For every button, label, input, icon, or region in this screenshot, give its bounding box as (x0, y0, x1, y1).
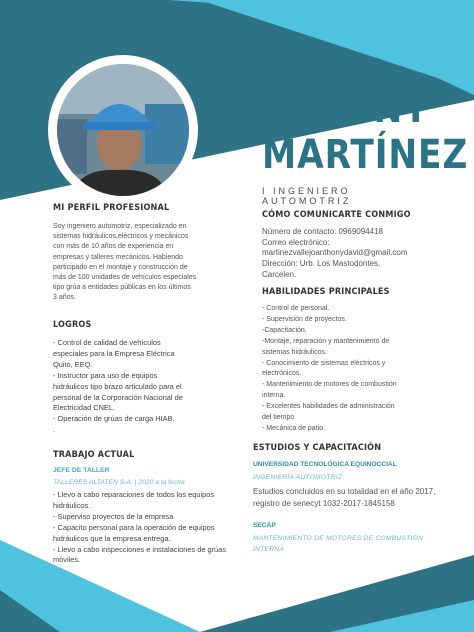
trabajo-item: - Llevo a cabo inspecciones e instalaciones de grúas (53, 544, 226, 554)
logros-item: hidráulicos tipo brazo articulado para el (53, 381, 182, 391)
degree-2-line1: MANTENIMIENTO DE MOTORES DE COMBUSTIÓN (253, 535, 424, 542)
job-title-line1: I INGENIERO (262, 186, 351, 196)
habilidad-item: electrónicos. (262, 370, 302, 378)
trabajo-list (53, 490, 226, 566)
logros-item: - Control de calidad de vehículos (53, 338, 161, 347)
contact-address: Dirección: Urb. Los Mastodontes, (262, 259, 381, 269)
habilidades-heading: HABILIDADES PRINCIPALES (262, 287, 390, 297)
perfil-line: participado en el montaje y construcción de (53, 263, 188, 271)
trabajo-item: hidráulicos que la empresa entrega. (53, 533, 171, 543)
degree-1: INGENIERÍA AUTOMOTRIZ (253, 474, 343, 481)
habilidad-item: del tiempo (262, 414, 295, 422)
habilidad-item: interna. (262, 392, 286, 400)
estudios-heading: ESTUDIOS Y CAPACITACIÓN (253, 443, 382, 453)
contact-phone: Número de contacto: 0969094418 (262, 227, 383, 236)
trabajo-item: - Capacito personal para la operación de equipos (53, 522, 215, 532)
habilidad-item: - Conocimiento de sistemas eléctricos y (262, 359, 386, 367)
first-name: ANTONY (262, 86, 429, 132)
trabajo-company-date: TALLERES ALTATEN S.A. | 2020 a la fecha (53, 479, 185, 486)
contacto-text (262, 227, 408, 281)
estudios-desc-1 (253, 486, 435, 509)
logros-heading: LOGROS (53, 320, 92, 330)
school-name-2: SECAP (253, 522, 276, 529)
person-photo-icon (57, 64, 189, 196)
perfil-line: empresas y talleres mecánicos. Habiendo (53, 253, 183, 261)
logros-item: Quito, EEQ. (53, 359, 93, 369)
habilidad-item: - Mecánica de patio. (262, 424, 326, 432)
logros-item: personal de la Corporación Nacional de (53, 392, 183, 402)
contact-address-city: Carcelen. (262, 269, 297, 279)
estudios-desc-line: Estudios concluidos en su totalidad en el año 2017, (253, 487, 436, 496)
perfil-line: más de 100 unidades de vehículos especiales (53, 274, 197, 282)
trabajo-item: - Superviso proyectos de la empresa (53, 511, 174, 521)
habilidad-item: -Montaje, reparación y mantenimiento de (262, 337, 390, 345)
habilidad-item: sistemas hidráulicos. (262, 348, 327, 356)
job-title-line2: AUTOMOTRIZ (262, 196, 352, 206)
perfil-line: con más de 10 años de experiencia en (53, 243, 174, 251)
logros-item: . (53, 425, 56, 435)
trabajo-item: hidráulicos. (53, 500, 91, 510)
habilidad-item: - Supervisión de proyectos. (262, 315, 347, 323)
perfil-line: 3 años. (53, 294, 76, 302)
profile-photo (57, 64, 189, 196)
contacto-heading: CÓMO COMUNICARTE CONMIGO (262, 210, 411, 220)
contact-email: martinezvallejoanthonydavid@gmail.com (262, 248, 408, 258)
trabajo-heading: TRABAJO ACTUAL (53, 450, 135, 460)
last-name: MARTÍNEZ (262, 132, 469, 178)
logros-list (53, 338, 183, 436)
perfil-heading: MI PERFIL PROFESIONAL (53, 203, 170, 213)
trabajo-job-title: JEFE DE TALLER (53, 467, 110, 474)
trabajo-item: - Llevo a cabo reparaciones de todos los equipos (53, 490, 215, 499)
contact-email-label: Correo electrónico: (262, 237, 330, 247)
logros-item: - Operación de grúas de carga HIAB. (53, 414, 175, 424)
logros-item: Electricidad CNEL. (53, 403, 116, 413)
habilidad-item: -Capacitación. (262, 326, 307, 334)
habilidad-item: - Mantenimiento de motores de combustión (262, 381, 397, 389)
perfil-line: tipo grúa a entidades públicas en los últimos (53, 284, 191, 292)
logros-item: - Instructor para uso de equipos (53, 370, 158, 380)
habilidad-item: - Control de personal. (262, 305, 330, 312)
habilidad-item: - Excelentes habilidades de administración (262, 403, 395, 411)
degree-2-line2: INTERNA (253, 546, 285, 553)
trabajo-item: móviles. (53, 555, 81, 565)
estudios-desc-line: registro de senecyt 1032-2017-1845158 (253, 498, 395, 508)
school-name-1: UNIVERSIDAD TECNOLÓGICA EQUINOCCIAL (253, 461, 397, 468)
perfil-line: sistemas hidráulicos,eléctricos y mecánicos (53, 233, 189, 241)
perfil-text (53, 222, 196, 304)
perfil-line: Soy ingeniero automotriz, especializado en (53, 223, 187, 230)
habilidades-list (262, 304, 397, 435)
logros-item: especiales para la Empresa Eléctrica (53, 348, 175, 358)
